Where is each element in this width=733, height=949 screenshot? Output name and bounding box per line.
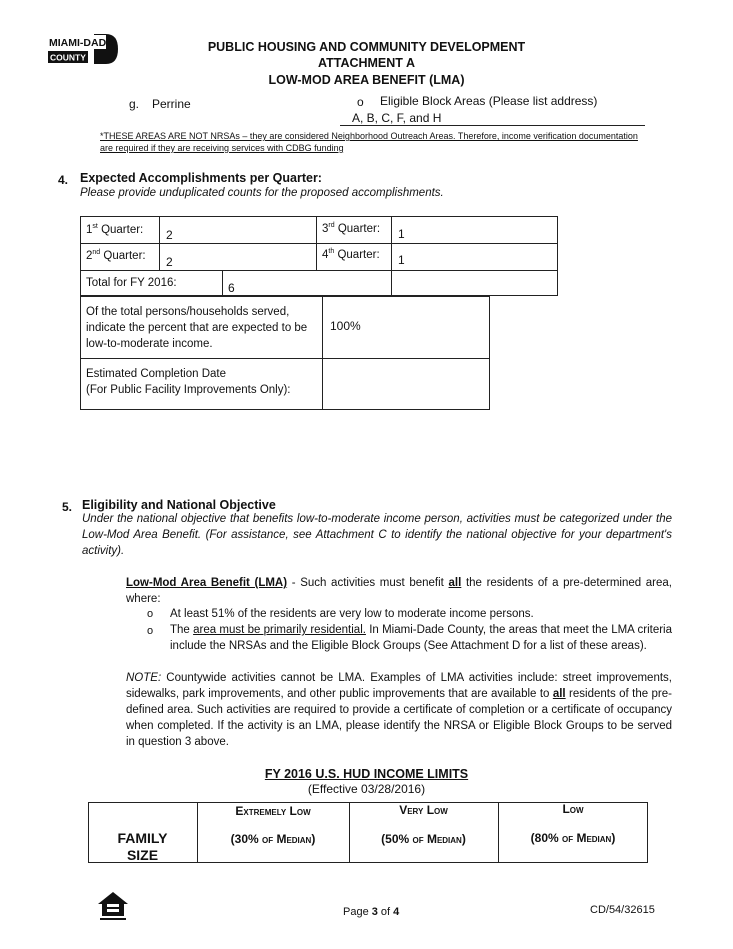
logo-text-county: COUNTY	[50, 52, 86, 63]
column-very-low-pct: (50% of Median)	[381, 832, 466, 846]
income-limits-title: FY 2016 U.S. HUD INCOME LIMITS	[264, 767, 469, 781]
lma-bullet-2: The area must be primarily residential. In Miami-Dade County, the areas that meet the LMA criteria include the NRSAs and the Eligible Block Groups (See Attachment D for a list of these areas).	[170, 624, 672, 652]
logo-text-miami-dade: MIAMI-DADE	[49, 37, 114, 49]
section-5-title: Eligibility and National Objective	[82, 498, 276, 512]
lma-note: NOTE: Countywide activities cannot be LMA. Examples of LMA activities include: street improvements, sidewalks, park improvements, and other public improvements that are available to all residents of the pre-defined area. Such activities are required to provide a certificate of completion or a certificate of occupancy when completed. If the activity is an LMA, please identify the NRSA or Eligible Block Groups to be served in question 3 above.	[126, 672, 672, 748]
nrsa-note: *THESE AREAS ARE NOT NRSAs – they are considered Neighborhood Outreach Areas. Therefore, income verification documentation are required if they are receiving services with CDBG funding	[100, 131, 638, 153]
section-4-number: 4.	[58, 173, 69, 187]
section-5-intro: Under the national objective that benefits low-to-moderate income person, activities must be categorized under the Low-Mod Area Benefit. (For assistance, see Attachment C to identify the national objective for your department's activity).	[82, 513, 672, 557]
bullet-marker: o	[147, 608, 154, 620]
section-4-instruction: Please provide unduplicated counts for the proposed accomplishments.	[80, 187, 444, 199]
q2-label: 2nd Quarter:	[86, 249, 146, 262]
q1-label: 1st Quarter:	[86, 223, 144, 236]
lmi-percent-label: Of the total persons/households served, indicate the percent that are expected to be low-to-moderate income.	[86, 306, 308, 350]
column-low-pct: (80% of Median)	[530, 831, 616, 845]
q1-value: 2	[166, 228, 173, 242]
total-value: 6	[228, 281, 235, 295]
column-extremely-low: Extremely Low	[235, 804, 311, 818]
lmi-percent-value: 100%	[330, 319, 361, 333]
total-label: Total for FY 2016:	[86, 277, 177, 289]
column-low: Low	[562, 802, 584, 816]
section-4-title: Expected Accomplishments per Quarter:	[80, 171, 322, 185]
column-extremely-low-pct: (30% of Median)	[230, 832, 316, 846]
page-number: Page 3 of 4	[343, 906, 400, 918]
q2-value: 2	[166, 255, 173, 269]
q4-label: 4th Quarter:	[322, 248, 380, 261]
attachment-label: ATTACHMENT A	[318, 56, 415, 70]
q3-value: 1	[398, 227, 405, 241]
bullet-marker: o	[357, 95, 364, 109]
document-id: CD/54/32615	[590, 904, 655, 916]
eligible-areas-underline	[340, 125, 645, 126]
equal-housing-icon	[96, 890, 130, 922]
eligible-block-areas-value: A, B, C, F, and H	[352, 111, 442, 125]
income-limits-effective: (Effective 03/28/2016)	[307, 782, 426, 796]
family-size-label: FAMILY SIZE	[117, 830, 168, 863]
q3-label: 3rd Quarter:	[322, 222, 381, 235]
document-subtitle: LOW-MOD AREA BENEFIT (LMA)	[268, 73, 465, 87]
section-5-number: 5.	[62, 500, 73, 514]
lma-bullet-1: At least 51% of the residents are very low to moderate income persons.	[170, 608, 534, 620]
document-title: PUBLIC HOUSING AND COMMUNITY DEVELOPMENT	[207, 40, 526, 54]
lma-definition: Low-Mod Area Benefit (LMA) - Such activities must benefit all the residents of a pre-determined area, where:	[126, 577, 672, 605]
completion-date-sublabel: (For Public Facility Improvements Only):	[86, 384, 291, 396]
area-item-letter: g.	[129, 97, 140, 111]
completion-date-label: Estimated Completion Date	[86, 368, 226, 380]
q4-value: 1	[398, 253, 405, 267]
area-item-name: Perrine	[152, 97, 191, 111]
column-very-low: Very Low	[399, 803, 448, 817]
bullet-marker: o	[147, 625, 154, 637]
eligible-block-areas-label: Eligible Block Areas (Please list address)	[380, 94, 598, 108]
